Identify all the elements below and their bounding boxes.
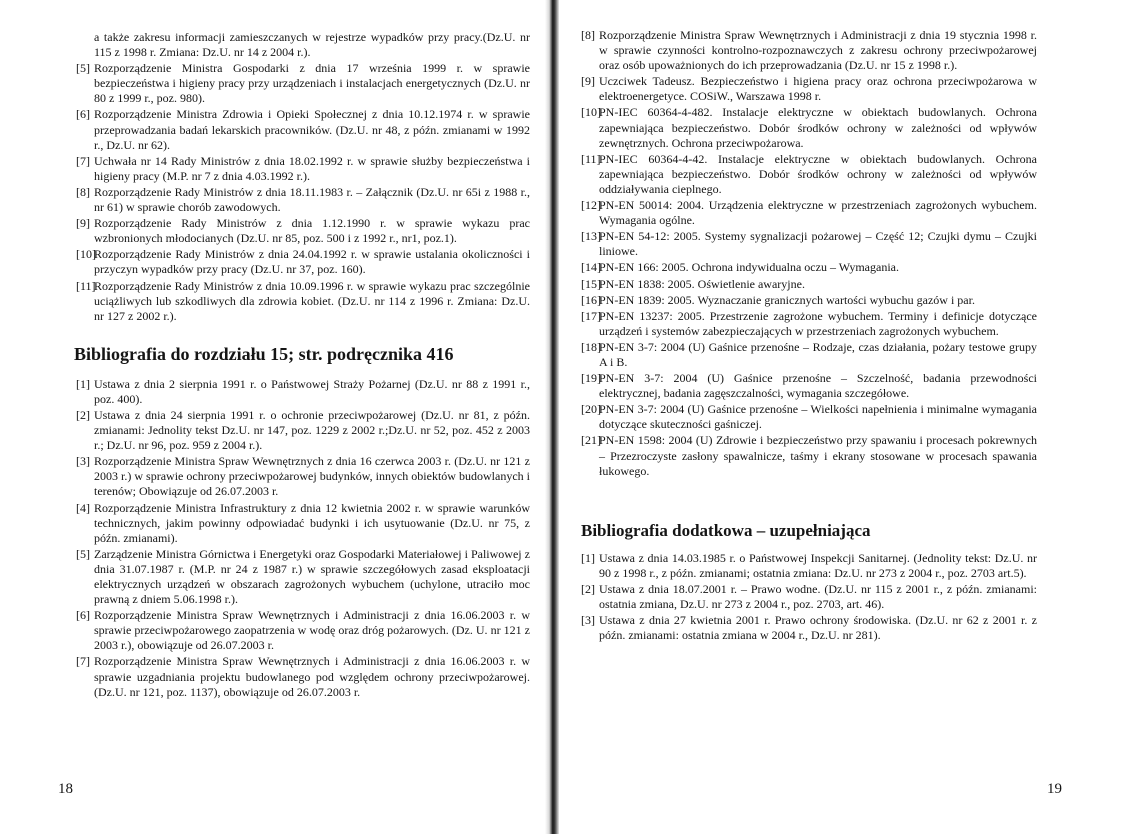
reference-entry <box>581 105 1037 150</box>
reference-text: Rozporządzenie Rady Ministrów z dnia 1.12.1990 r. w sprawie wykazu prac wzbronionych młodocianych (Dz.U. nr 85, poz. 500 i z 1992 r., nr1, poz.1). <box>94 216 530 246</box>
reference-text: Ustawa z dnia 2 sierpnia 1991 r. o Państwowej Straży Pożarnej (Dz.U. nr 88 z 1991 r., poz. 400). <box>94 376 530 406</box>
reference-entry <box>581 277 1037 292</box>
reference-entry <box>76 408 530 453</box>
reference-number: [20] <box>581 402 601 417</box>
reference-entry <box>76 61 530 106</box>
left-column <box>76 30 530 701</box>
reference-number: [3] <box>581 613 595 628</box>
reference-number: [2] <box>76 407 90 422</box>
reference-entry <box>581 229 1037 259</box>
page-number: 19 <box>1047 781 1062 797</box>
reference-number: [17] <box>581 308 601 323</box>
book-spine <box>545 0 559 834</box>
reference-entry <box>76 216 530 246</box>
reference-entry <box>581 402 1037 432</box>
reference-number: [8] <box>76 184 90 199</box>
reference-text: Ustawa z dnia 24 sierpnia 1991 r. o ochronie przeciwpożarowej (Dz.U. nr 81, z późn. zmianami: Jednolity tekst Dz.U. nr 147, poz. 1229 z 2002 r.;Dz.U. nr 52, poz. 452 z 2003 r.; Dz.U. nr 96, poz. 959 z 2004 r.). <box>94 407 530 453</box>
reference-number: [6] <box>76 608 90 623</box>
reference-entry <box>76 608 530 653</box>
reference-number: [10] <box>581 105 601 120</box>
reference-entry <box>581 74 1037 104</box>
reference-entry <box>581 152 1037 197</box>
reference-number: [9] <box>581 74 595 89</box>
reference-number: [15] <box>581 276 601 291</box>
reference-text: Rozporządzenie Ministra Gospodarki z dnia 17 września 1999 r. w sprawie bezpieczeństwa i higieny pracy przy urządzeniach i instalacjach energetycznych (Dz.U. nr 80 z 1999 r., poz. 980). <box>94 61 530 106</box>
reference-text: Rozporządzenie Rady Ministrów z dnia 18.11.1983 r. – Załącznik (Dz.U. nr 65i z 1988 r., nr 61) w sprawie chorób zawodowych. <box>94 184 530 215</box>
reference-entry <box>581 293 1037 308</box>
section-heading: Bibliografia do rozdziału 15; str. podręcznika 416 <box>74 343 454 364</box>
reference-text: PN-EN 54-12: 2005. Systemy sygnalizacji pożarowej – Część 12; Czujki dymu – Czujki liniowe. <box>599 229 1037 259</box>
right-column <box>581 28 1037 644</box>
reference-text: Ustawa z dnia 27 kwietnia 2001 r. Prawo ochrony środowiska. (Dz.U. nr 62 z 2001 r. z późn. zmianami: ostatnia zmiana w 2004 r., Dz.U. nr 281). <box>599 613 1037 643</box>
reference-text: PN-EN 166: 2005. Ochrona indywidualna oczu – Wymagania. <box>599 260 899 275</box>
reference-entry <box>76 107 530 152</box>
reference-text: Rozporządzenie Ministra Spraw Wewnętrznych i Administracji z dnia 19 stycznia 1998 r. w sprawie czynności kontrolno-rozpoznawczych z zakresu ochrony przeciwpożarowej oraz osób upoważnionych do ich przeprowadzania (Dz.U. nr 15 z 1998 r.). <box>599 28 1037 73</box>
reference-text: Rozporządzenie Ministra Zdrowia i Opieki Społecznej z dnia 10.12.1974 r. w sprawie przeprowadzania badań lekarskich pracowników. (Dz.U. nr 48, z późn. zmianami w 1992 r., Dz.U. nr 62). <box>94 107 530 152</box>
reference-list <box>581 551 1037 644</box>
reference-entry <box>581 371 1037 401</box>
reference-number: [8] <box>581 28 595 42</box>
reference-text: Rozporządzenie Ministra Spraw Wewnętrznych i Administracji z dnia 16.06.2003 r. w sprawie uzgadniania projektu budowlanego pod względem ochrony przeciwpożarowej. (Dz.U. nr 121, poz. 1137), obowiązuje od 26.07.2003 r. <box>94 654 530 699</box>
reference-entry <box>581 309 1037 339</box>
reference-text: PN-EN 1838: 2005. Oświetlenie awaryjne. <box>599 276 805 291</box>
reference-number: [10] <box>76 247 96 262</box>
reference-text: Ustawa z dnia 18.07.2001 r. – Prawo wodne. (Dz.U. nr 115 z 2001 r., z późn. zmianami: ostatnia zmiana, Dz.U. nr 273 z 2004 r., poz. 2703, art. 46). <box>599 581 1037 611</box>
reference-number: [19] <box>581 371 601 386</box>
reference-entry <box>76 654 530 699</box>
reference-text: PN-EN 3-7: 2004 (U) Gaśnice przenośne – Wielkości napełnienia i minimalne wymagania dotyczące skuteczności gaśniczej. <box>599 402 1037 432</box>
reference-entry <box>581 551 1037 581</box>
reference-number: [18] <box>581 339 601 354</box>
reference-number: [12] <box>581 198 601 213</box>
reference-number: [14] <box>581 260 601 275</box>
reference-entry <box>76 154 530 184</box>
reference-number: [5] <box>76 61 90 76</box>
reference-number: [6] <box>76 107 90 122</box>
reference-number: [5] <box>76 546 90 561</box>
page-number: 18 <box>58 781 73 797</box>
reference-entry <box>581 582 1037 612</box>
reference-number: [11] <box>76 278 96 293</box>
reference-text: PN-EN 13237: 2005. Przestrzenie zagrożone wybuchem. Terminy i definicje dotyczące urządzeń i systemów zabezpieczających w przestrzeniach zagrożonych wybuchem. <box>599 308 1037 338</box>
reference-text: Rozporządzenie Rady Ministrów z dnia 24.04.1992 r. w sprawie ustalania okoliczności i przyczyn wypadków przy pracy (Dz.U. nr 37, poz. 160). <box>94 247 530 277</box>
reference-number: [11] <box>581 151 601 166</box>
reference-text: PN-IEC 60364-4-42. Instalacje elektryczne w obiektach budowlanych. Ochrona zapewniająca bezpieczeństwo. Dobór środków ochrony w zależności od wpływów oddziaływania cieplnego. <box>599 151 1037 196</box>
reference-list <box>76 61 530 324</box>
reference-entry <box>76 377 530 407</box>
reference-entry <box>76 185 530 215</box>
reference-entry <box>581 433 1037 478</box>
reference-number: [7] <box>76 153 90 168</box>
reference-number: [21] <box>581 433 601 448</box>
reference-text: PN-EN 3-7: 2004 (U) Gaśnice przenośne – Szczelność, badania przewodności elektrycznej, badania zagęszczalności, wymagania szczegółowe. <box>599 371 1037 401</box>
reference-entry <box>76 547 530 607</box>
reference-text: Rozporządzenie Ministra Infrastruktury z dnia 12 kwietnia 2002 r. w sprawie warunków technicznych, jakim powinny odpowiadać budynki i ich usytuowanie (Dz.U. nr 75, z późn. zmianami). <box>94 500 530 545</box>
reference-number: [13] <box>581 229 601 244</box>
reference-number: [1] <box>76 376 90 391</box>
reference-list <box>76 377 530 700</box>
reference-number: [9] <box>76 216 90 231</box>
reference-entry <box>76 279 530 324</box>
reference-text: Rozporządzenie Rady Ministrów z dnia 10.09.1996 r. w sprawie wykazu prac szczególnie uciążliwych lub szkodliwych dla zdrowia kobiet. (Dz.U. nr 114 z 1996 r. Zmiana: Dz.U. nr 127 z 2002 r.). <box>94 278 530 323</box>
reference-number: [4] <box>76 500 90 515</box>
reference-number: [1] <box>581 550 595 565</box>
reference-entry <box>76 454 530 499</box>
reference-entry <box>581 613 1037 643</box>
reference-number: [2] <box>581 581 595 596</box>
reference-number: [16] <box>581 292 601 307</box>
reference-number: [7] <box>76 654 90 669</box>
reference-text: Rozporządzenie Ministra Spraw Wewnętrznych i Administracji z dnia 16.06.2003 r. w sprawie przeciwpożarowego zaopatrzenia w wodę oraz dróg pożarowych. (Dz. U. nr 121 z 2003 r.), obowiązuje od 26.07.2003 r. <box>94 608 530 653</box>
reference-text: PN-EN 3-7: 2004 (U) Gaśnice przenośne – Rodzaje, czas działania, pożary testowe grupy A i B. <box>599 339 1037 369</box>
reference-text: Uchwała nr 14 Rady Ministrów z dnia 18.02.1992 r. w sprawie służby bezpieczeństwa i higieny pracy (M.P. nr 7 z dnia 4.03.1992 r.). <box>94 153 530 183</box>
left-page <box>0 0 560 834</box>
reference-list <box>581 28 1037 479</box>
reference-text: Uczciwek Tadeusz. Bezpieczeństwo i higiena pracy oraz ochrona przeciwpożarowa w elektroenergetyce. COSiW., Warszawa 1998 r. <box>599 74 1037 104</box>
reference-text: PN-EN 1598: 2004 (U) Zdrowie i bezpieczeństwo przy spawaniu i procesach pokrewnych – Przezroczyste zasłony spawalnicze, taśmy i ekrany stosowane w procesach spawania łukowego. <box>599 433 1037 478</box>
reference-entry <box>76 501 530 546</box>
reference-entry <box>581 260 1037 275</box>
reference-text: Rozporządzenie Ministra Spraw Wewnętrznych z dnia 16 czerwca 2003 r. (Dz.U. nr 121 z 2003 r.) w sprawie ochrony przeciwpożarowej budynków, innych obiektów budowlanych i terenów; Obowiązuje od 26.07.2003 r. <box>94 454 530 499</box>
reference-text: PN-IEC 60364-4-482. Instalacje elektryczne w obiektach budowlanych. Ochrona zapewniająca bezpieczeństwo. Dobór środków ochrony w zależności od wpływów zewnętrznych. Ochrona przeciwpożarowa. <box>599 105 1037 150</box>
reference-entry <box>581 340 1037 370</box>
reference-number: [3] <box>76 454 90 469</box>
reference-text: Zarządzenie Ministra Górnictwa i Energetyki oraz Gospodarki Materiałowej i Paliwowej z dnia 31.07.1987 r. (M.P. nr 24 z 1987 r.) w sprawie szczegółowych zasad eksploatacji elektrycznych urządzeń w obszarach zagrożonych wybuchem (uchylone, utraciło moc prawną z dniem 5.06.1998 r.). <box>94 546 530 607</box>
continuation-text: a także zakresu informacji zamieszczanych w rejestrze wypadków przy pracy.(Dz.U. nr 115 z 1998 r. Zmiana: Dz.U. nr 14 z 2004 r.). <box>94 30 530 60</box>
section-heading: Bibliografia dodatkowa – uzupełniająca <box>581 520 871 540</box>
reference-text: PN-EN 50014: 2004. Urządzenia elektryczne w przestrzeniach zagrożonych wybuchem. Wymagania ogólne. <box>599 198 1037 228</box>
reference-entry <box>76 247 530 277</box>
reference-entry <box>581 198 1037 228</box>
right-page <box>561 0 1122 834</box>
reference-text: PN-EN 1839: 2005. Wyznaczanie granicznych wartości wybuchu gazów i par. <box>599 292 975 307</box>
reference-text: Ustawa z dnia 14.03.1985 r. o Państwowej Inspekcji Sanitarnej. (Jednolity tekst: Dz.U. nr 90 z 1998 r., z późn. zmianami; ostatnia zmiana: Dz.U. nr 273 z 2004 r., poz. 2703 art.5). <box>599 550 1037 580</box>
reference-entry <box>581 28 1037 73</box>
